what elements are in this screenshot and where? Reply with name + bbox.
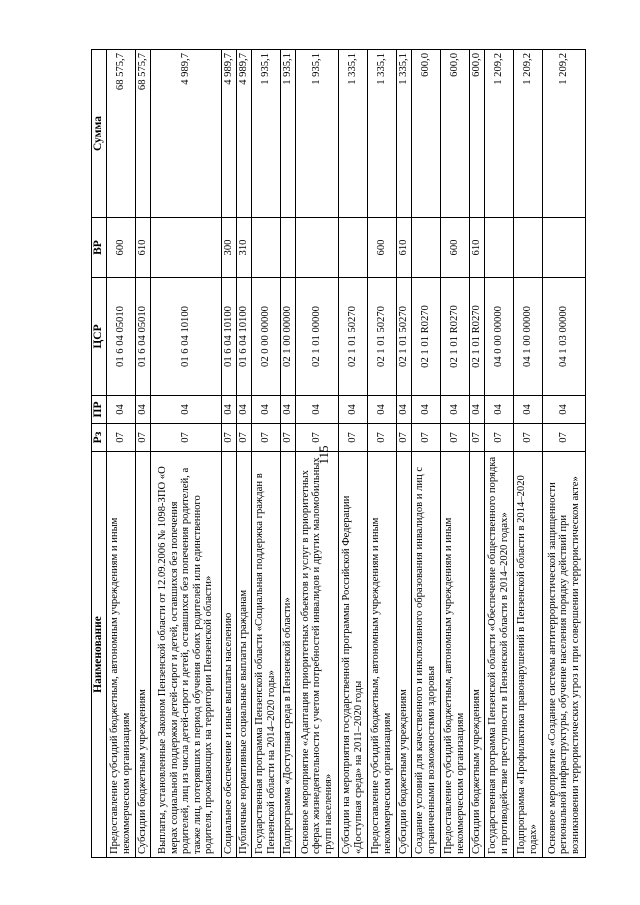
table-body: [107, 50, 586, 858]
table-row: [543, 50, 586, 858]
table-row: [411, 50, 440, 858]
cell-csr: 02 1 01 00000: [296, 278, 339, 396]
cell-sum: 1 209,2: [485, 50, 514, 218]
cell-vr: 610: [396, 218, 411, 278]
cell-sum: 1 209,2: [514, 50, 543, 218]
cell-csr: 01 6 04 10100: [236, 278, 251, 396]
cell-sum: 600,0: [411, 50, 440, 218]
cell-rz: 07: [236, 424, 251, 452]
table-row: [151, 50, 222, 858]
cell-rz: 07: [485, 424, 514, 452]
table-header-row: [92, 50, 107, 858]
cell-sum: 1 335,1: [396, 50, 411, 218]
cell-name: Субсидии на мероприятия государственной программы Российской Федерации «Доступная среда» на 2011–2020 годы: [338, 452, 367, 858]
cell-rz: 07: [514, 424, 543, 452]
cell-name: Предоставление субсидий бюджетным, автономным учреждениям и иным некоммерческим организациям: [367, 452, 396, 858]
cell-vr: 600: [440, 218, 469, 278]
cell-csr: 04 1 00 00000: [514, 278, 543, 396]
table-row: [514, 50, 543, 858]
table-row: [485, 50, 514, 858]
cell-pr: 04: [543, 396, 586, 424]
header-sum: Сумма: [92, 50, 107, 218]
table-row: [338, 50, 367, 858]
cell-sum: 600,0: [440, 50, 469, 218]
cell-pr: 04: [251, 396, 280, 424]
header-pr: ПР: [92, 396, 107, 424]
cell-pr: 04: [236, 396, 251, 424]
cell-csr: 02 1 01 R0270: [469, 278, 484, 396]
cell-vr: [485, 218, 514, 278]
cell-name: Подпрограмма «Профилактика правонарушений в Пензенской области в 2014–2020 годах»: [514, 452, 543, 858]
budget-table: [91, 49, 586, 858]
cell-vr: 600: [367, 218, 396, 278]
table-row: [469, 50, 484, 858]
cell-csr: 01 6 04 05010: [107, 278, 136, 396]
cell-rz: 07: [440, 424, 469, 452]
cell-pr: 04: [514, 396, 543, 424]
page-number: 115: [316, 445, 331, 465]
cell-sum: 4 989,7: [221, 50, 236, 218]
table-row: [396, 50, 411, 858]
table-row: [367, 50, 396, 858]
cell-name: Государственная программа Пензенской области «Социальная поддержка граждан в Пензенской области на 2014–2020 годы»: [251, 452, 280, 858]
cell-rz: 07: [396, 424, 411, 452]
cell-csr: 02 1 01 R0270: [411, 278, 440, 396]
table-row: [236, 50, 251, 858]
cell-rz: 07: [411, 424, 440, 452]
header-name: Наименование: [92, 452, 107, 858]
cell-pr: 04: [411, 396, 440, 424]
cell-vr: 610: [469, 218, 484, 278]
cell-csr: 02 1 01 50270: [367, 278, 396, 396]
cell-pr: 04: [338, 396, 367, 424]
cell-csr: 04 1 03 00000: [543, 278, 586, 396]
cell-name: Подпрограмма «Доступная среда в Пензенской области»: [280, 452, 295, 858]
cell-vr: [151, 218, 222, 278]
cell-name: Государственная программа Пензенской области «Обеспечение общественного порядка и противодействие преступности в Пензенской области в 2014–2020 годах»: [485, 452, 514, 858]
rotated-table-container: [91, 50, 586, 858]
cell-pr: 04: [440, 396, 469, 424]
header-vr: ВР: [92, 218, 107, 278]
cell-csr: 01 6 04 10100: [221, 278, 236, 396]
cell-csr: 02 1 00 00000: [280, 278, 295, 396]
cell-pr: 04: [296, 396, 339, 424]
cell-pr: 04: [280, 396, 295, 424]
cell-sum: 1 935,1: [251, 50, 280, 218]
cell-vr: 300: [221, 218, 236, 278]
cell-vr: [280, 218, 295, 278]
table-row: [107, 50, 136, 858]
table-row: [440, 50, 469, 858]
header-csr: ЦСР: [92, 278, 107, 396]
cell-name: Субсидии бюджетным учреждениям: [396, 452, 411, 858]
cell-sum: 1 335,1: [367, 50, 396, 218]
cell-name: Предоставление субсидий бюджетным, автономным учреждениям и иным некоммерческим организациям: [440, 452, 469, 858]
cell-rz: 07: [367, 424, 396, 452]
cell-name: Субсидии бюджетным учреждениям: [469, 452, 484, 858]
cell-pr: 04: [396, 396, 411, 424]
header-rz: Рз: [92, 424, 107, 452]
cell-pr: 04: [469, 396, 484, 424]
cell-rz: 07: [107, 424, 136, 452]
cell-vr: [411, 218, 440, 278]
cell-name: Публичные нормативные социальные выплаты гражданам: [236, 452, 251, 858]
cell-rz: 07: [296, 424, 339, 452]
cell-name: Социальное обеспечение и иные выплаты населению: [221, 452, 236, 858]
cell-csr: 02 0 00 00000: [251, 278, 280, 396]
cell-rz: 07: [543, 424, 586, 452]
cell-vr: [514, 218, 543, 278]
table-row: [280, 50, 295, 858]
table-row: [251, 50, 280, 858]
cell-rz: 07: [338, 424, 367, 452]
cell-rz: 07: [251, 424, 280, 452]
cell-vr: [543, 218, 586, 278]
cell-vr: 610: [135, 218, 150, 278]
cell-csr: 01 6 04 10100: [151, 278, 222, 396]
cell-name: Создание условий для качественного и инклюзивного образования инвалидов и лиц с ограниченными возможностями здоровья: [411, 452, 440, 858]
cell-vr: 310: [236, 218, 251, 278]
cell-pr: 04: [135, 396, 150, 424]
cell-rz: 07: [221, 424, 236, 452]
cell-vr: 600: [107, 218, 136, 278]
cell-pr: 04: [367, 396, 396, 424]
cell-vr: [338, 218, 367, 278]
cell-sum: 1 935,1: [296, 50, 339, 218]
cell-name: Основное мероприятие «Адаптация приоритетных объектов и услуг в приоритетных сферах жизнедеятельности с учетом потребностей инвалидов и других маломобильных групп населения»: [296, 452, 339, 858]
cell-sum: 1 335,1: [338, 50, 367, 218]
cell-rz: 07: [469, 424, 484, 452]
cell-sum: 68 575,7: [107, 50, 136, 218]
cell-pr: 04: [221, 396, 236, 424]
cell-csr: 02 1 01 50270: [338, 278, 367, 396]
cell-csr: 01 6 04 05010: [135, 278, 150, 396]
cell-rz: 07: [280, 424, 295, 452]
cell-sum: 4 989,7: [151, 50, 222, 218]
cell-pr: 04: [151, 396, 222, 424]
table-row: [221, 50, 236, 858]
table-row: [296, 50, 339, 858]
cell-name: Субсидии бюджетным учреждениям: [135, 452, 150, 858]
cell-sum: 68 575,7: [135, 50, 150, 218]
cell-sum: 1 935,1: [280, 50, 295, 218]
cell-sum: 600,0: [469, 50, 484, 218]
cell-csr: 04 0 00 00000: [485, 278, 514, 396]
cell-name: Основное мероприятие «Создание системы антитеррористической защищенности региональной инфраструктуры, обучение населения порядку действий при возникновении террористических угроз и при совершении террористическом акте»: [543, 452, 586, 858]
cell-rz: 07: [135, 424, 150, 452]
cell-sum: 4 989,7: [236, 50, 251, 218]
cell-name: Предоставление субсидий бюджетным, автономным учреждениям и иным некоммерческим организациям: [107, 452, 136, 858]
table-row: [135, 50, 150, 858]
cell-sum: 1 209,2: [543, 50, 586, 218]
cell-vr: [296, 218, 339, 278]
cell-name: Выплаты, установленные Законом Пензенской области от 12.09.2006 № 1098-ЗПО «О мерах социальной поддержки детей-сирот и детей, оставшихся без попечения родителей, лиц из числа детей-сирот и детей, оставшихся без попечения родителей, а также лиц, потерявших в период обучения обоих родителей или единственного родителя, проживающих на территории Пензенской области»: [151, 452, 222, 858]
cell-vr: [251, 218, 280, 278]
cell-pr: 04: [107, 396, 136, 424]
cell-pr: 04: [485, 396, 514, 424]
cell-csr: 02 1 01 R0270: [440, 278, 469, 396]
cell-csr: 02 1 01 50270: [396, 278, 411, 396]
cell-rz: 07: [151, 424, 222, 452]
